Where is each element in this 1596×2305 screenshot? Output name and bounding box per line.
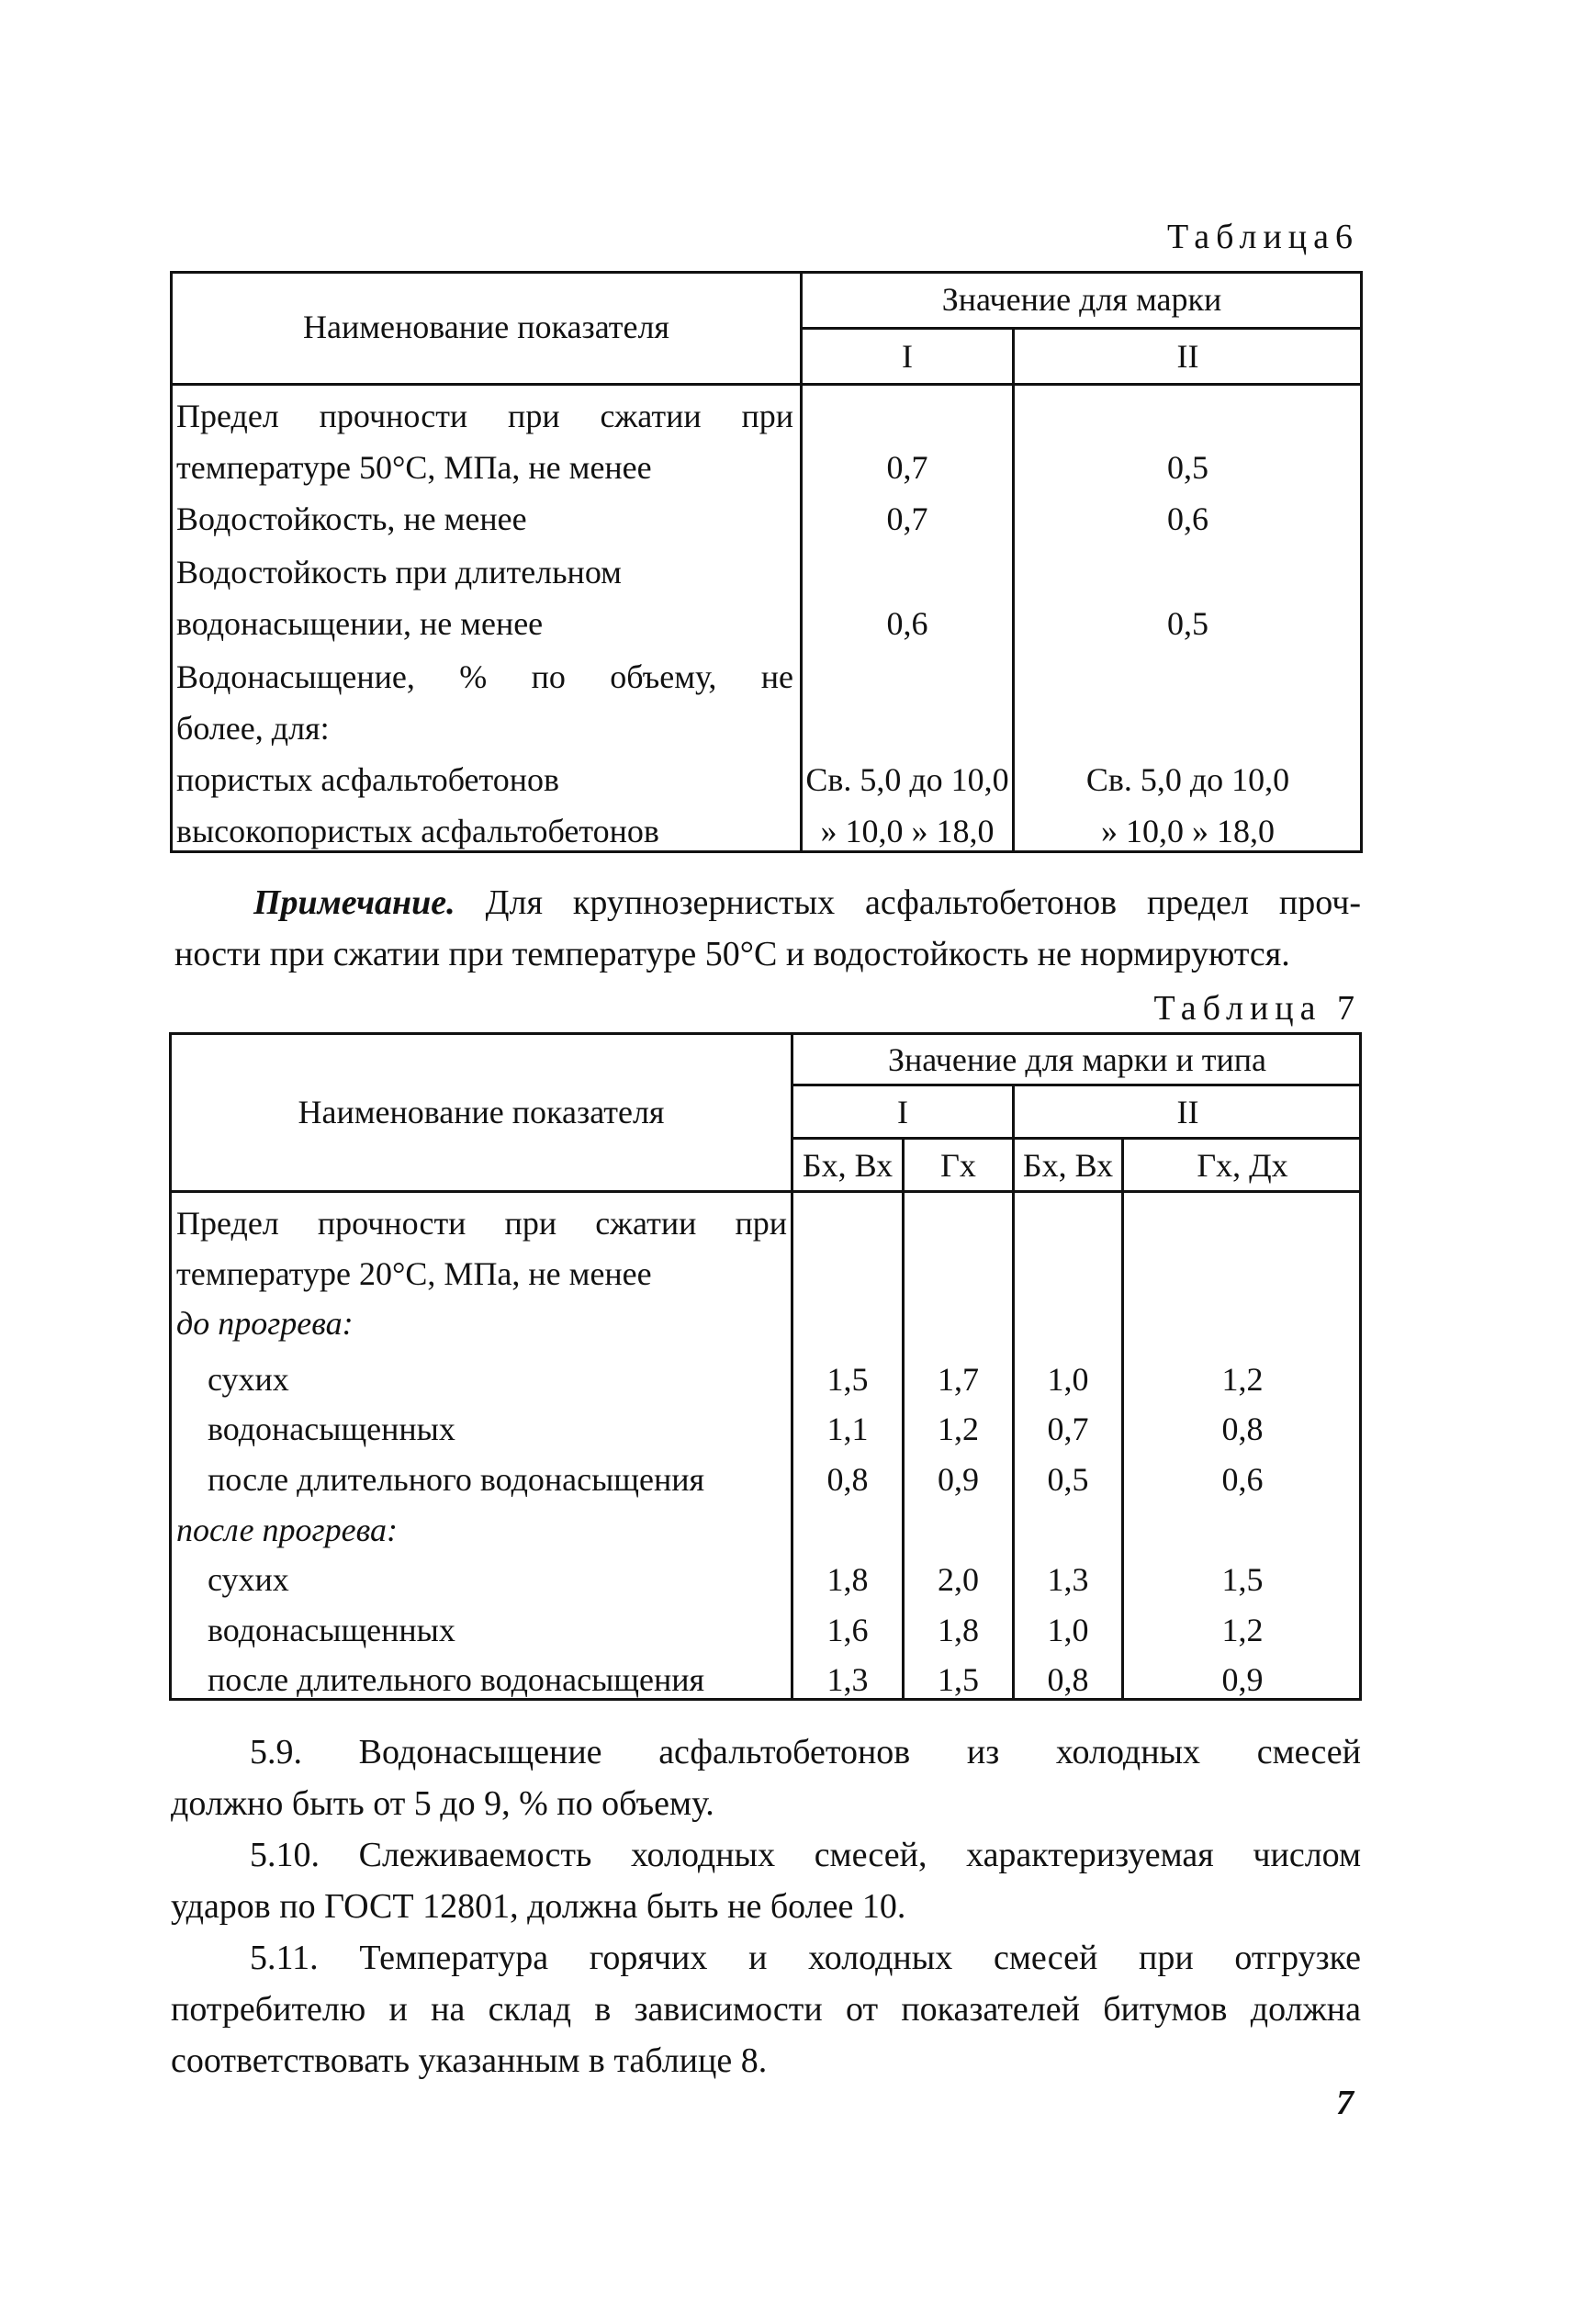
table6-row-name: более, для:	[176, 710, 330, 747]
paragraph-line: соответствовать указанным в таблице 8.	[171, 2041, 768, 2080]
table6-value-cell: 0,6	[1167, 500, 1208, 537]
note-label: Примечание.	[253, 883, 455, 922]
table7-row-name: до прогрева:	[176, 1305, 354, 1342]
table7-row-name: водонасыщенных	[208, 1411, 455, 1447]
table7-value-cell: 1,5	[826, 1361, 869, 1398]
table7-value-cell: 1,3	[826, 1661, 869, 1698]
paragraph-line: 5.9. Водонасыщение асфальтобетонов из холодных смесей	[250, 1733, 1361, 1771]
table7-value-cell: 2,0	[938, 1561, 979, 1598]
table6-row-name: Водостойкость, не менее	[176, 500, 527, 537]
table6-row-name: высокопористых асфальтобетонов	[176, 813, 659, 849]
table6-value-cell: » 10,0 » 18,0	[820, 813, 995, 849]
table7-header-type-3: Бх, Вх	[1022, 1147, 1114, 1184]
table7-title: Таблица 7	[1153, 989, 1361, 1028]
table6-value-cell: 0,6	[886, 605, 928, 642]
table7-header-grade-2: II	[1176, 1094, 1199, 1130]
paragraph-line: 5.10. Слеживаемость холодных смесей, характеризуемая числом	[250, 1836, 1361, 1874]
table6-title: Таблица6	[1166, 218, 1359, 256]
table7-row-name: после длительного водонасыщения	[208, 1661, 705, 1698]
table7-row-name: водонасыщенных	[208, 1612, 455, 1648]
table7-value-cell: 0,9	[938, 1461, 979, 1498]
table7-header-grade-1: I	[897, 1094, 908, 1130]
table6-header-group: Значение для марки	[941, 281, 1222, 318]
paragraph-line: ударов по ГОСТ 12801, должна быть не более 10.	[171, 1887, 906, 1926]
table6-header-grade-1: I	[902, 338, 913, 375]
table6-value-cell: 0,5	[1167, 605, 1208, 642]
table7-header-type-1: Бх, Вх	[802, 1147, 894, 1184]
table7-value-cell: 0,8	[1221, 1411, 1264, 1447]
table6-value-cell: 0,7	[886, 500, 928, 537]
table6-row-name: Водостойкость при длительном	[176, 554, 622, 590]
table7-header-type-4: Гх, Дх	[1197, 1147, 1288, 1184]
table7-value-cell: 1,2	[1221, 1612, 1264, 1648]
table7-value-cell: 1,2	[1221, 1361, 1264, 1398]
table7-value-cell: 1,8	[826, 1561, 869, 1598]
table7-header-group: Значение для марки и типа	[887, 1041, 1267, 1078]
table7-row-name: сухих	[208, 1361, 289, 1398]
table7-value-cell: 1,3	[1047, 1561, 1089, 1598]
table6-row-name: температуре 50°С, МПа, не менее	[176, 449, 652, 486]
table7-value-cell: 0,7	[1047, 1411, 1089, 1447]
table6-header-name: Наименование показателя	[303, 309, 669, 345]
table6-value-cell: 0,7	[886, 449, 928, 486]
paragraph-line: 5.11. Температура горячих и холодных смесей при отгрузке	[250, 1939, 1361, 1977]
table7-value-cell: 1,6	[826, 1612, 869, 1648]
table7-row-name: сухих	[208, 1561, 289, 1598]
table6-row-name: Предел прочности при сжатии при	[176, 398, 793, 434]
table6-header-bottom	[170, 383, 1362, 386]
table7-value-cell: 0,8	[1047, 1661, 1089, 1698]
table6-row-name: Водонасыщение, % по объему, не	[176, 658, 793, 695]
table7-header-type-2: Гх	[940, 1147, 976, 1184]
table7-value-cell: 1,2	[938, 1411, 979, 1447]
table7-row-name: Предел прочности при сжатии при	[176, 1205, 787, 1242]
table7-header-name: Наименование показателя	[298, 1094, 665, 1130]
table6-row-name: водонасыщении, не менее	[176, 605, 544, 642]
table7-value-cell: 1,7	[938, 1361, 979, 1398]
table6-header-divider	[801, 327, 1362, 330]
note-line-1	[174, 877, 1361, 928]
table7-value-cell: 1,5	[938, 1661, 979, 1698]
table7-value-cell: 1,8	[938, 1612, 979, 1648]
table6-value-cell: Св. 5,0 до 10,0	[805, 761, 1009, 798]
table7-value-cell: 0,8	[826, 1461, 869, 1498]
table7-value-cell: 1,1	[826, 1411, 869, 1447]
table7-value-cell: 0,6	[1221, 1461, 1264, 1498]
paragraph-line: потребителю и на склад в зависимости от показателей битумов должна	[171, 1990, 1361, 2029]
table7-row-name: после прогрева:	[176, 1512, 398, 1548]
note-line-2: ности при сжатии при температуре 50°С и водостойкость не нормируются.	[174, 935, 1290, 973]
table7-value-cell: 0,9	[1221, 1661, 1264, 1698]
paragraph-line: должно быть от 5 до 9, % по объему.	[171, 1784, 714, 1823]
table6-header-grade-2: II	[1176, 338, 1199, 375]
page-number: 7	[1336, 2084, 1354, 2122]
table7-value-cell: 1,0	[1047, 1612, 1089, 1648]
table6-value-cell: Св. 5,0 до 10,0	[1085, 761, 1290, 798]
table6-value-cell: » 10,0 » 18,0	[1101, 813, 1275, 849]
table6-row-name: пористых асфальтобетонов	[176, 761, 560, 798]
table7-value-cell: 1,0	[1047, 1361, 1089, 1398]
table6-note	[174, 877, 1361, 980]
table6-value-cell: 0,5	[1167, 449, 1208, 486]
note-text-1: Для крупнозернистых асфальтобетонов предел проч-	[485, 883, 1361, 922]
table7-value-cell: 1,5	[1221, 1561, 1264, 1598]
table7-value-cell: 0,5	[1047, 1461, 1089, 1498]
table7-row-name: температуре 20°С, МПа, не менее	[176, 1255, 652, 1292]
table7-row-name: после длительного водонасыщения	[208, 1461, 705, 1498]
